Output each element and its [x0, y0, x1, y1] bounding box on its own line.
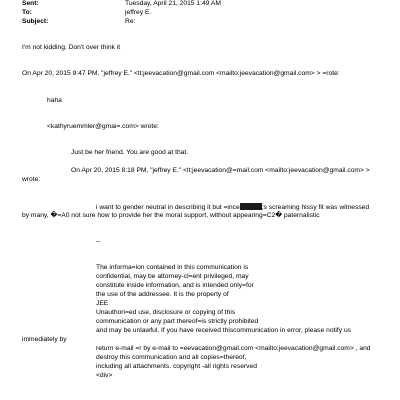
signature-dashes: -- [96, 238, 101, 245]
haha-text: haha [47, 97, 62, 104]
kathy-text: Just be her friend. You are good at that. [71, 149, 189, 156]
quote1-header: On Apr 20, 2015 9:47 PM, "jeffrey E." <lt;jeevacation@gmail.com <mailto:jeevacation@gmail.com> > =rote: [22, 70, 340, 77]
gender-text-a: i want to gender neutral in describing it but =ince [96, 204, 240, 211]
disclaimer-line: communication or any part thereof=is strictly prohibited [96, 318, 259, 325]
subject-label: Subject: [22, 18, 49, 25]
gender-text-b: ;s screaming hissy fit was witnessed [261, 204, 370, 211]
reply-text: I'm not kidding. Don't over think it [22, 44, 121, 51]
redaction-block [240, 203, 262, 210]
disclaimer-line: return e-mail =r by e-mail to =eevacation@gmail.com <mailto:jeevacation@gmail.com> , and [96, 345, 371, 352]
disclaimer-line: JEE [96, 300, 109, 307]
kathy-header: <kathyruemmler@gmai=.com> wrote: [47, 123, 159, 130]
disclaimer-line: destroy this communication and all copies=thereof, [96, 354, 247, 361]
disclaimer-line: constitute inside information, and is intended only=for [96, 282, 254, 289]
to-label: To: [22, 9, 32, 16]
disclaimer-line: and may be unlawful. If you have received thiscommunication in error, please notify us [96, 327, 352, 334]
disclaimer-line: <div> [96, 372, 113, 379]
disclaimer-line: the use of the addressee. It is the property of [96, 291, 229, 298]
disclaimer-line: The informa=ion contained in this communication is [96, 264, 249, 271]
disclaimer-line: Unauthori=ed use, disclosure or copying of this [96, 309, 236, 316]
sent-value: Tuesday, April 21, 2015 1:49 AM [125, 0, 221, 7]
disclaimer-line: confidential, may be attorney-cl=ent privileged, may [96, 273, 249, 280]
quote2-header: On Apr 20, 2015 8:18 PM, "jeffrey E." <lt;jeevacation@=mail.com <mailto:jeevacation@gmail.com> > [71, 167, 370, 174]
gender-line1 [96, 203, 369, 212]
sent-label: Sent: [22, 0, 39, 7]
to-value: jeffrey E. [125, 9, 152, 16]
quote2-wrote: wrote: [22, 176, 41, 183]
gender-line2: by many, �=A0 not sure how to provide her the moral support, without appearing=C2� paternalistic [22, 212, 320, 219]
subject-value: Re: [125, 18, 136, 25]
disclaimer-immediately: immediately by [22, 336, 67, 343]
disclaimer-line: including all attachments. copyright -all rights reserved [96, 363, 257, 370]
